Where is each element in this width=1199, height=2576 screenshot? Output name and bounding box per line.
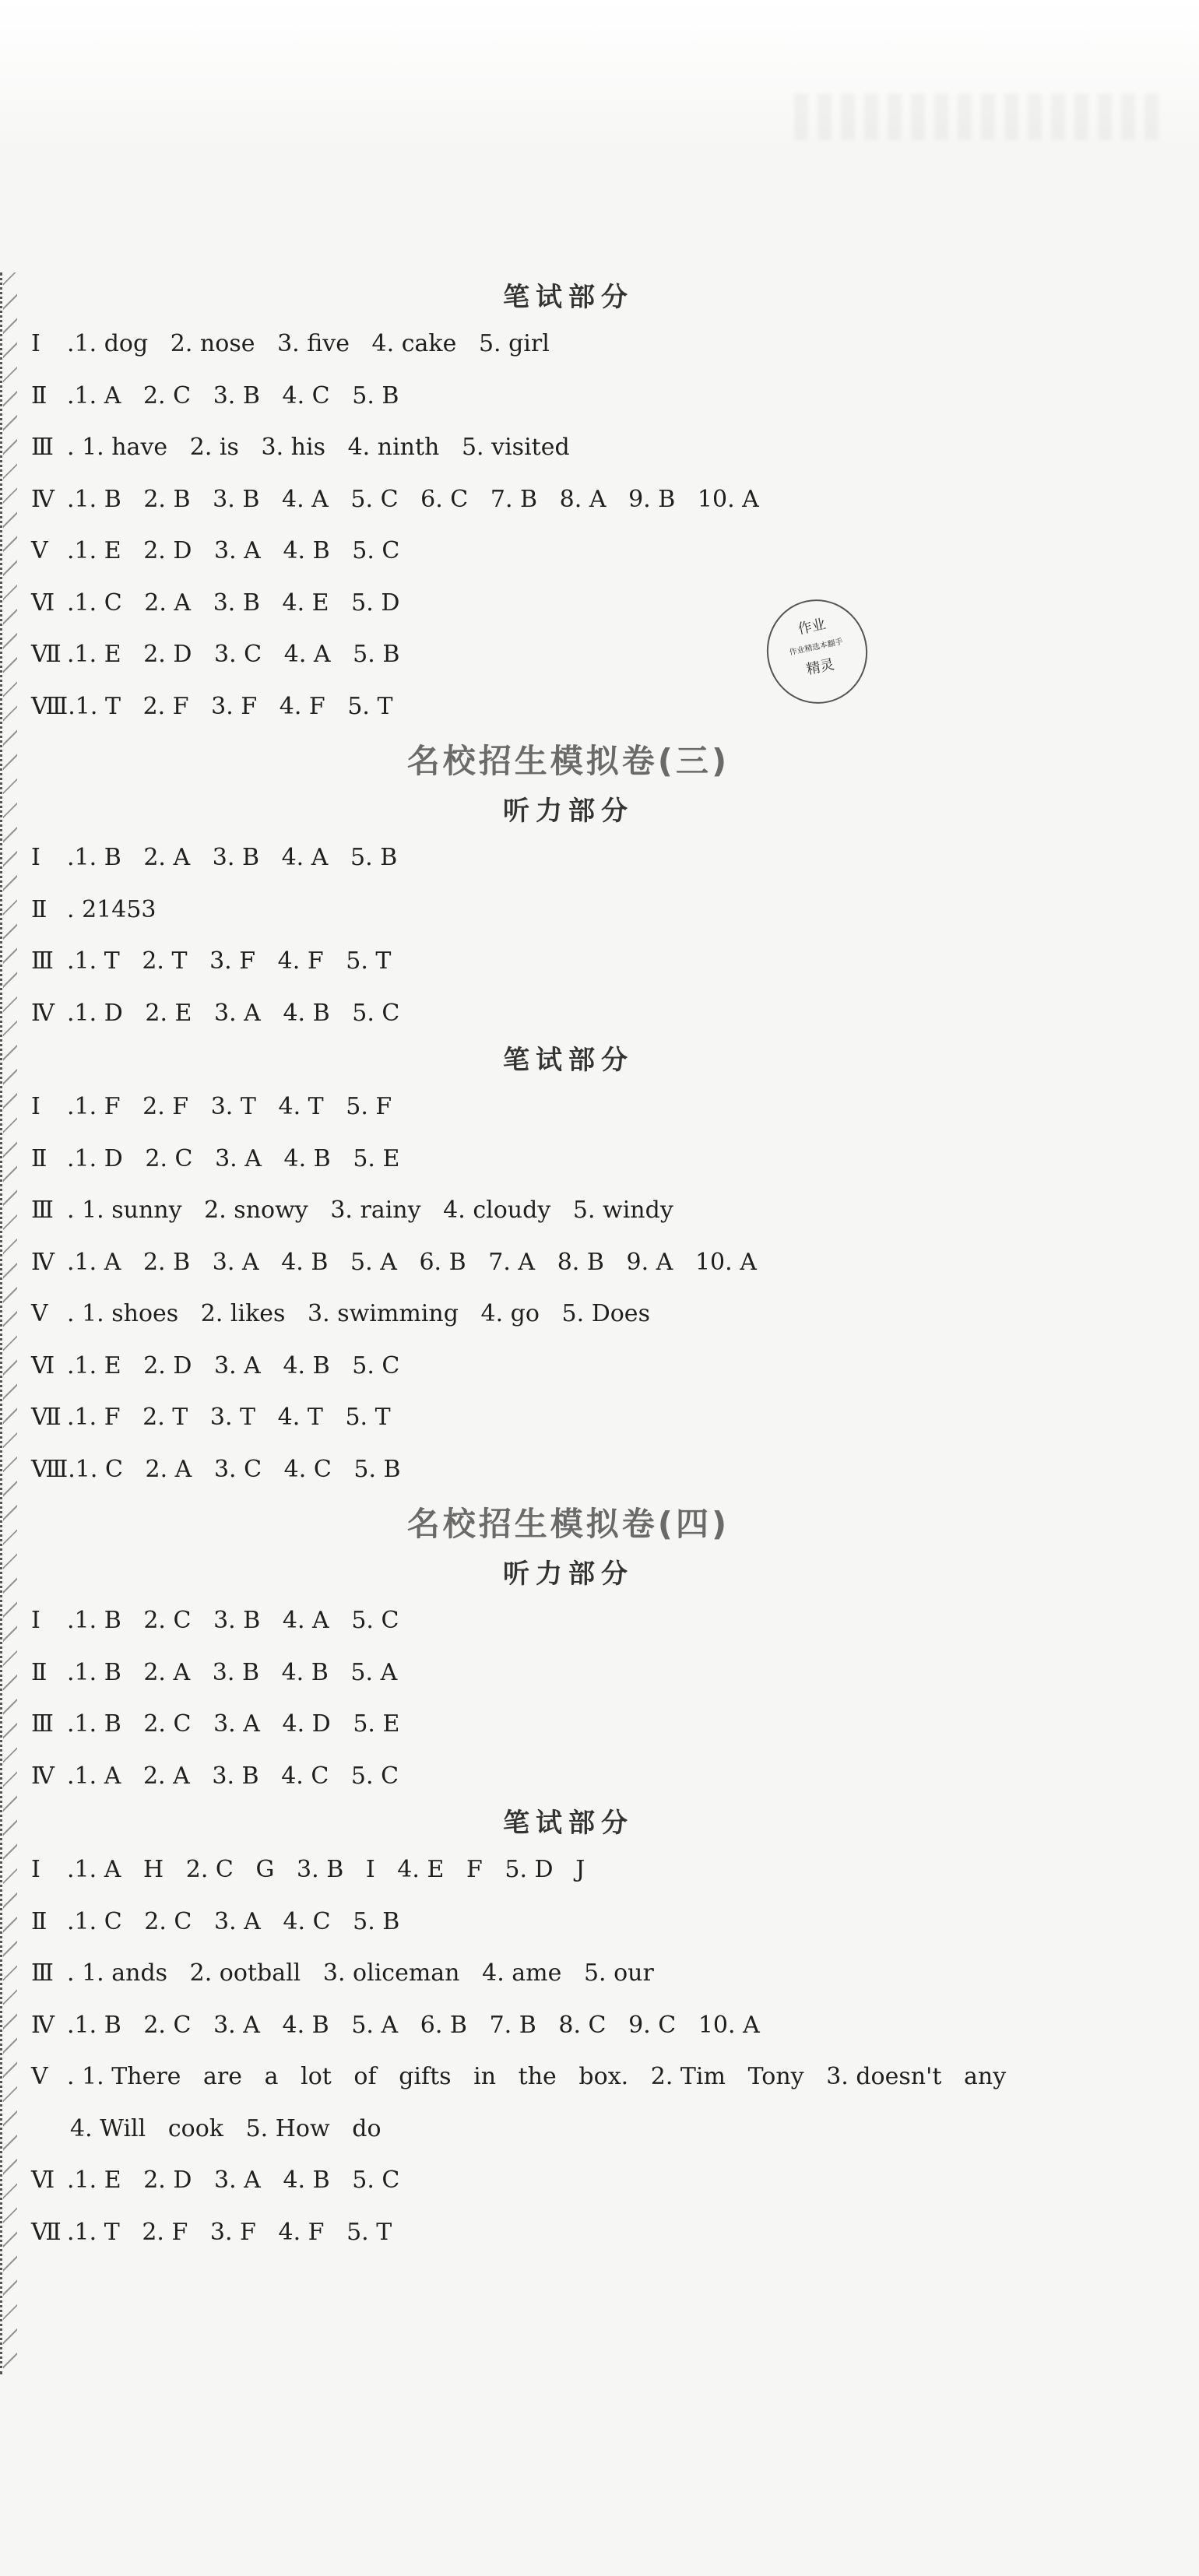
question-number: Ⅱ bbox=[31, 381, 47, 409]
answers-text: .1. C 2. C 3. A 4. C 5. B bbox=[67, 1907, 400, 1935]
question-number: Ⅱ bbox=[31, 1144, 47, 1172]
answer-row bbox=[31, 1288, 1043, 1341]
answers-text: . 1. ands 2. ootball 3. oliceman 4. ame 5. our bbox=[67, 1959, 654, 1987]
question-number: Ⅳ bbox=[31, 1762, 54, 1790]
answer-row bbox=[31, 371, 1043, 423]
question-number: Ⅱ bbox=[31, 895, 47, 923]
paper-title: 名校招生模拟卷(三) bbox=[406, 742, 730, 780]
answers-text: . 21453 bbox=[67, 895, 156, 923]
binding-pattern bbox=[3, 272, 17, 2374]
answers-text: .1. F 2. F 3. T 4. T 5. F bbox=[67, 1093, 392, 1120]
answer-row bbox=[31, 578, 1043, 630]
paper-title: 名校招生模拟卷(四) bbox=[406, 1505, 730, 1543]
question-number: Ⅷ bbox=[31, 692, 69, 720]
question-number: Ⅶ bbox=[31, 1404, 62, 1431]
question-number: Ⅲ bbox=[31, 947, 54, 975]
answer-row bbox=[31, 884, 1043, 937]
question-number: Ⅷ bbox=[31, 1455, 69, 1483]
answer-row bbox=[31, 681, 1043, 733]
answer-row bbox=[31, 474, 1043, 526]
answer-row bbox=[31, 422, 1043, 474]
answers-text: .1. A 2. C 3. B 4. C 5. B bbox=[67, 381, 399, 409]
answers-text: .1. D 2. E 3. A 4. B 5. C bbox=[67, 999, 400, 1027]
answer-row bbox=[31, 936, 1043, 988]
question-number: Ⅲ bbox=[31, 1959, 54, 1987]
question-number: Ⅰ bbox=[31, 1856, 40, 1883]
answer-row bbox=[31, 1844, 1043, 1896]
question-number: Ⅲ bbox=[31, 434, 54, 461]
bleed-through-text bbox=[794, 93, 1168, 140]
answers-text: . 1. shoes 2. likes 3. swimming 4. go 5. Does bbox=[67, 1300, 650, 1327]
answer-row bbox=[31, 1751, 1043, 1803]
answer-row bbox=[31, 318, 1043, 371]
question-number: Ⅳ bbox=[31, 1248, 54, 1276]
question-number: Ⅳ bbox=[31, 2011, 54, 2039]
answer-row bbox=[31, 1444, 1043, 1496]
answer-row bbox=[31, 1237, 1043, 1289]
answer-key bbox=[31, 276, 1043, 2258]
section-heading: 笔试部分 bbox=[503, 1045, 634, 1076]
question-number: Ⅴ bbox=[31, 1300, 48, 1327]
section-heading: 听力部分 bbox=[503, 1559, 634, 1590]
question-number: Ⅰ bbox=[31, 1093, 40, 1120]
question-number: Ⅴ bbox=[31, 537, 48, 564]
question-number: Ⅶ bbox=[31, 2218, 62, 2246]
answers-text: .1. B 2. A 3. B 4. B 5. A bbox=[67, 1658, 398, 1686]
question-number: Ⅱ bbox=[31, 1658, 47, 1686]
section-heading: 笔试部分 bbox=[503, 1808, 634, 1839]
answer-row bbox=[31, 525, 1043, 578]
answers-text: .1. B 2. C 3. A 4. B 5. A 6. B 7. B 8. C 9. C 10. A bbox=[67, 2011, 760, 2039]
question-number: Ⅵ bbox=[31, 2167, 55, 2194]
answer-row bbox=[31, 1185, 1043, 1237]
answer-row bbox=[31, 1647, 1043, 1699]
answer-row bbox=[31, 1392, 1043, 1444]
answer-row bbox=[31, 832, 1043, 884]
answers-text: .1. E 2. D 3. A 4. B 5. C bbox=[67, 2167, 400, 2194]
answer-row bbox=[31, 629, 1043, 681]
answer-row bbox=[31, 2207, 1043, 2259]
answer-row bbox=[31, 2000, 1043, 2052]
question-number: Ⅶ bbox=[31, 641, 62, 668]
answers-text: . 1. have 2. is 3. his 4. ninth 5. visited bbox=[67, 434, 570, 461]
answer-row bbox=[31, 2051, 1043, 2103]
question-number: Ⅳ bbox=[31, 485, 54, 513]
answers-text: .1. D 2. C 3. A 4. B 5. E bbox=[67, 1144, 400, 1172]
question-number: Ⅵ bbox=[31, 589, 55, 617]
scan-top-band bbox=[0, 0, 1199, 152]
answer-row bbox=[31, 1595, 1043, 1647]
answers-text: .1. F 2. T 3. T 4. T 5. T bbox=[67, 1404, 391, 1431]
question-number: Ⅰ bbox=[31, 844, 40, 871]
answers-text: .1. E 2. D 3. A 4. B 5. C bbox=[67, 1351, 400, 1379]
answers-text: .1. B 2. A 3. B 4. A 5. B bbox=[67, 844, 398, 871]
answers-text: .1. B 2. C 3. A 4. D 5. E bbox=[67, 1710, 400, 1738]
question-number: Ⅲ bbox=[31, 1197, 54, 1224]
answers-text: .1. A 2. B 3. A 4. B 5. A 6. B 7. A 8. B 9. A 10. A bbox=[67, 1248, 757, 1276]
answer-row bbox=[31, 1341, 1043, 1393]
answer-row bbox=[31, 1948, 1043, 2000]
answers-text: .1. E 2. D 3. A 4. B 5. C bbox=[67, 537, 400, 564]
question-number: Ⅵ bbox=[31, 1351, 55, 1379]
question-number: Ⅲ bbox=[31, 1710, 54, 1738]
answers-text: .1. A H 2. C G 3. B I 4. E F 5. D J bbox=[67, 1856, 585, 1883]
section-heading: 听力部分 bbox=[503, 796, 634, 827]
stamp-line-1: 作业 bbox=[796, 616, 828, 638]
answers-text: .1. T 2. F 3. F 4. F 5. T bbox=[68, 692, 393, 720]
answers-text: .1. C 2. A 3. C 4. C 5. B bbox=[68, 1455, 401, 1483]
answer-row bbox=[31, 1699, 1043, 1751]
question-number: Ⅱ bbox=[31, 1907, 47, 1935]
question-number: Ⅰ bbox=[31, 330, 40, 357]
answers-text: .1. B 2. C 3. B 4. A 5. C bbox=[67, 1607, 399, 1634]
question-number: Ⅳ bbox=[31, 999, 54, 1027]
answers-text: .1. C 2. A 3. B 4. E 5. D bbox=[67, 589, 400, 617]
answer-row bbox=[31, 2103, 1043, 2156]
answer-row bbox=[31, 988, 1043, 1040]
answer-row bbox=[31, 1081, 1043, 1133]
section-heading: 笔试部分 bbox=[503, 282, 634, 313]
answer-row bbox=[31, 2155, 1043, 2207]
answer-row bbox=[31, 1896, 1043, 1949]
answers-text: . 1. sunny 2. snowy 3. rainy 4. cloudy 5. windy bbox=[67, 1197, 673, 1224]
answers-text: .1. T 2. F 3. F 4. F 5. T bbox=[67, 2218, 392, 2246]
answer-row bbox=[31, 1133, 1043, 1186]
stamp-line-3: 精灵 bbox=[804, 656, 836, 679]
question-number: Ⅰ bbox=[31, 1607, 40, 1634]
answers-text: .1. B 2. B 3. B 4. A 5. C 6. C 7. B 8. A 9. B 10. A bbox=[67, 485, 759, 513]
question-number: Ⅴ bbox=[31, 2063, 48, 2090]
answers-text: .1. E 2. D 3. C 4. A 5. B bbox=[67, 641, 400, 668]
answers-text: .1. T 2. T 3. F 4. F 5. T bbox=[67, 947, 392, 975]
answers-text: . 1. There are a lot of gifts in the box. 2. Tim Tony 3. doesn't any bbox=[67, 2063, 1007, 2090]
answers-text: .1. A 2. A 3. B 4. C 5. C bbox=[67, 1762, 399, 1790]
answers-text: 4. Will cook 5. How do bbox=[70, 2114, 382, 2142]
answers-text: .1. dog 2. nose 3. five 4. cake 5. girl bbox=[67, 330, 550, 357]
stamp-line-2: 作业精选本翻手 bbox=[788, 637, 844, 658]
